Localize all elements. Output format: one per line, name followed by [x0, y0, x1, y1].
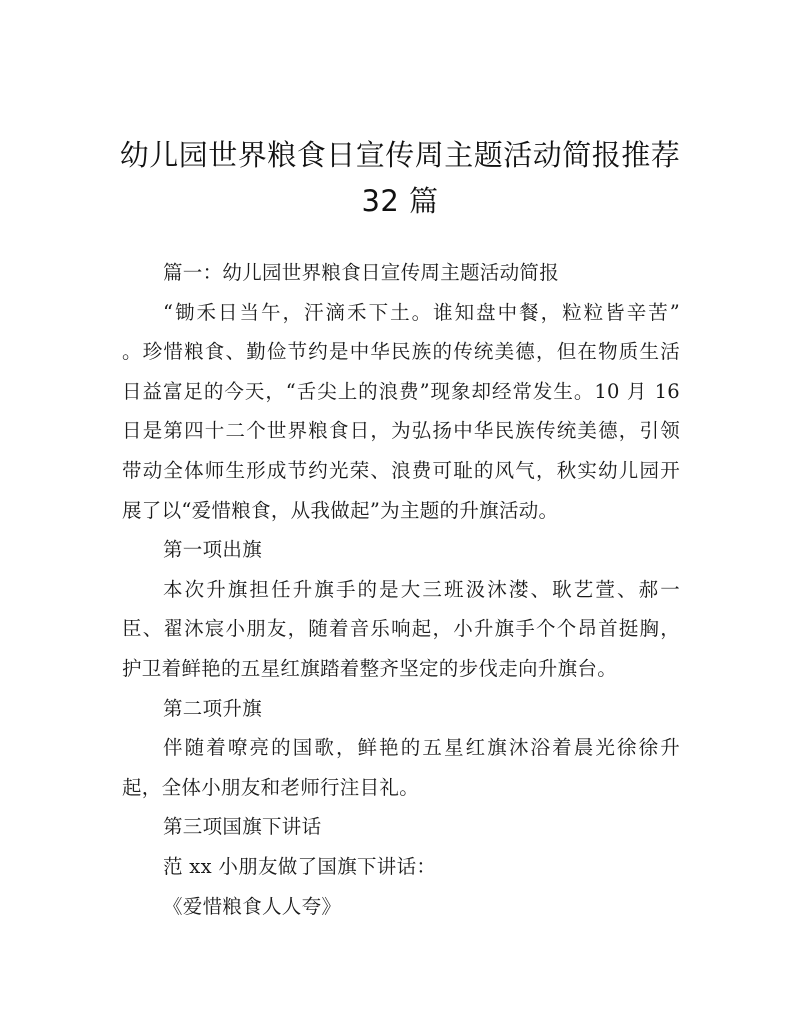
paragraph-line: “锄禾日当午，汗滴禾下土。谁知盘中餐，粒粒皆辛苦”	[163, 300, 680, 324]
paragraph-line: 护卫着鲜艳的五星红旗踏着整齐坚定的步伐走向升旗台。	[122, 656, 618, 680]
paragraph-line: 。珍惜粮食、勤俭节约是中华民族的传统美德，但在物质生活	[122, 340, 680, 364]
title-line-1: 幼儿园世界粮食日宣传周主题活动简报推荐	[119, 138, 681, 172]
paragraph-line: 日益富足的今天，“舌尖上的浪费”现象却经常发生。10 月 16	[122, 379, 680, 403]
paragraph-line: 展了以“爱惜粮食，从我做起”为主题的升旗活动。	[122, 498, 559, 522]
section-heading: 第一项出旗	[163, 538, 263, 562]
document-title	[110, 132, 690, 224]
document-body	[122, 253, 680, 926]
paragraph-line: 范 xx 小朋友做了国旗下讲话：	[163, 854, 437, 878]
section-heading: 第三项国旗下讲话	[163, 815, 322, 839]
paragraph-line: 起，全体小朋友和老师行注目礼。	[122, 775, 420, 799]
paragraph-line: 带动全体师生形成节约光荣、浪费可耻的风气，秋实幼儿园开	[122, 458, 680, 482]
paragraph-line: 伴随着嘹亮的国歌，鲜艳的五星红旗沐浴着晨光徐徐升	[163, 736, 680, 760]
paragraph-line: 日是第四十二个世界粮食日，为弘扬中华民族传统美德，引领	[122, 419, 680, 443]
poem-title: 《爱惜粮食人人夸》	[163, 894, 342, 918]
section-heading: 篇一：幼儿园世界粮食日宣传周主题活动简报	[163, 261, 560, 284]
paragraph-line: 臣、翟沐宸小朋友，随着音乐响起，小升旗手个个昂首挺胸，	[122, 617, 680, 641]
title-line-2: 32 篇	[361, 184, 439, 218]
paragraph-line: 本次升旗担任升旗手的是大三班汲沐漤、耿艺萱、郝一	[163, 577, 680, 601]
section-heading: 第二项升旗	[163, 696, 263, 720]
